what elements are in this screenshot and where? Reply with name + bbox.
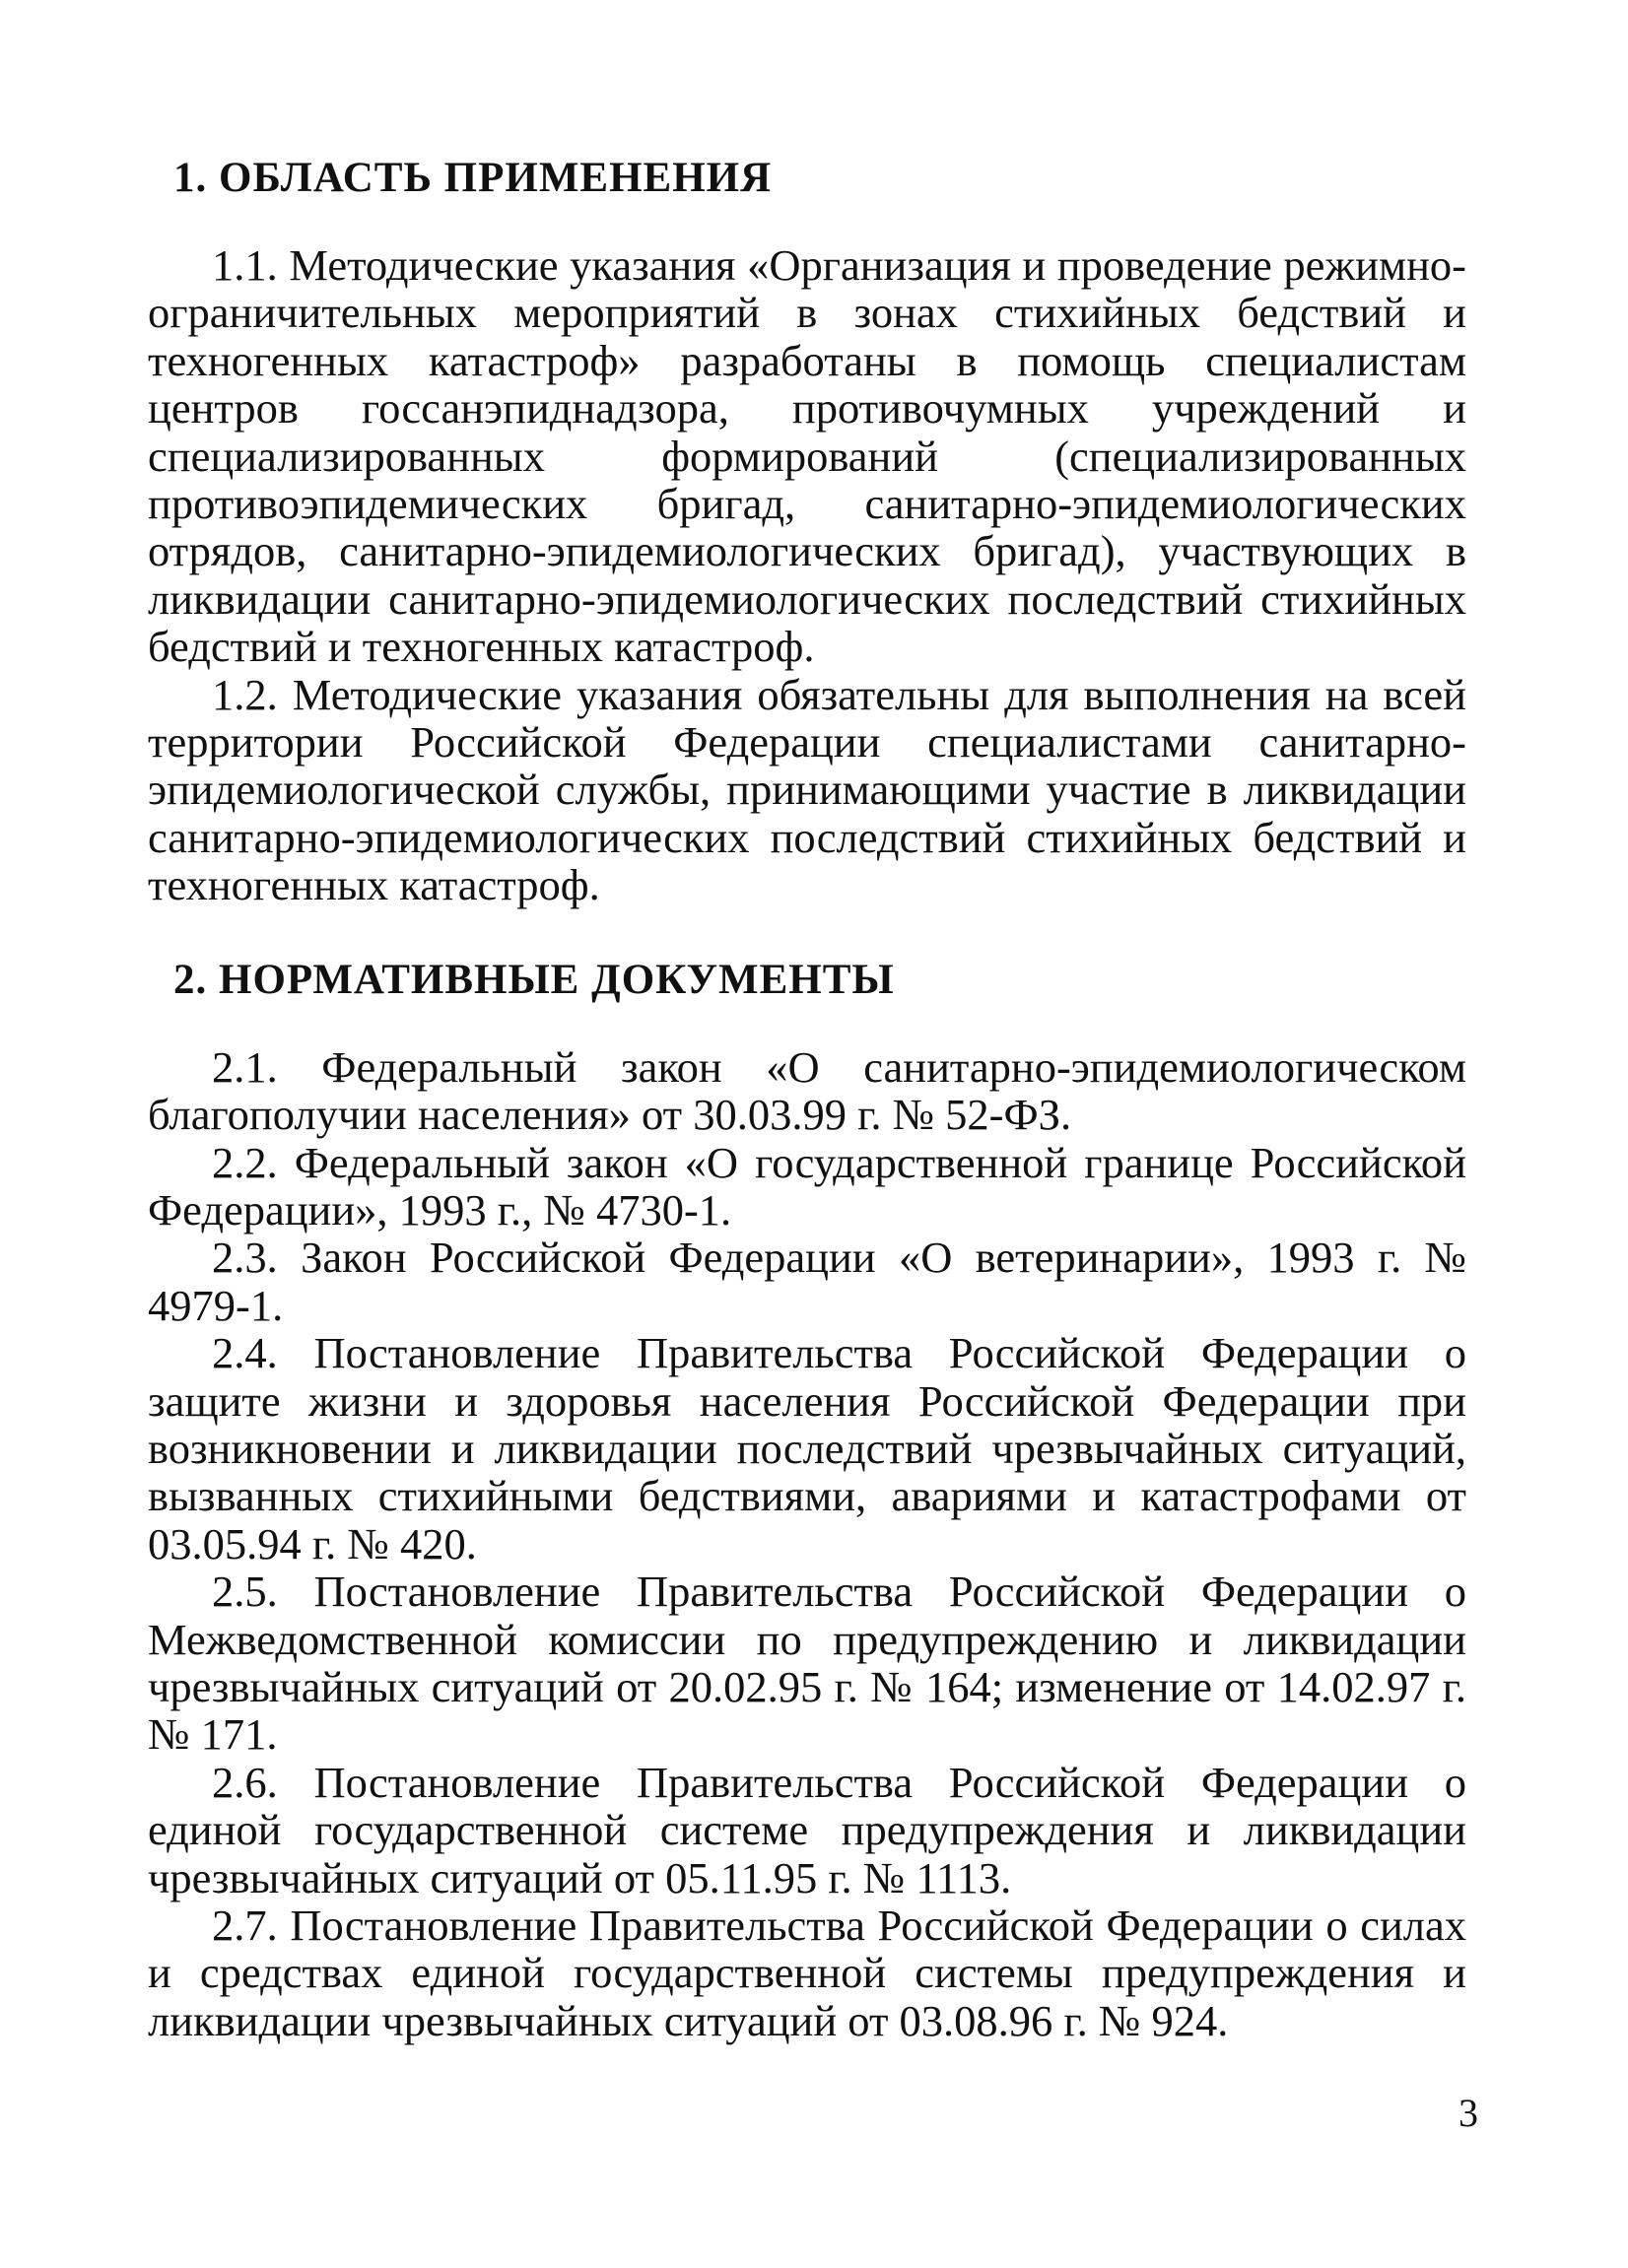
section-1-heading: 1. ОБЛАСТЬ ПРИМЕНЕНИЯ <box>173 155 773 201</box>
page-content <box>148 153 1466 2044</box>
paragraph-1-1: 1.1. Методические указания «Организация и проведение режимно-ограничительных мероприятий в зонах стихийных бедствий и техногенных катастроф» разработаны в помощь специалистам центров госсанэпиднадзора, противочумных учреждений и специализированных формирований (специализированных противоэпидемических бригад, санитарно-эпидемиологических отрядов, санитарно-эпидемиологических бригад), участвующих в ликвидации санитарно-эпидемиологических последствий стихийных бедствий и техногенных катастроф. <box>148 240 1466 672</box>
paragraph-2-5: 2.5. Постановление Правительства Российской Федерации о Межведомственной комиссии по предупреждению и ликвидации чрезвычайных ситуаций от 20.02.95 г. № 164; изменение от 14.02.97 г. № 171. <box>148 1567 1466 1760</box>
paragraph-2-2: 2.2. Федеральный закон «О государственной границе Российской Федерации», 1993 г., № 4730-1. <box>148 1137 1466 1234</box>
paragraph-2-3: 2.3. Закон Российской Федерации «О ветеринарии», 1993 г. № 4979-1. <box>148 1233 1466 1330</box>
paragraph-1-2: 1.2. Методические указания обязательны для выполнения на всей территории Российской Федерации специалистами санитарно-эпидемиологической службы, принимающими участие в ликвидации санитарно-эпидемиологических последствий стихийных бедствий и техногенных катастроф. <box>148 669 1466 910</box>
paragraph-2-7: 2.7. Постановление Правительства Российской Федерации о силах и средствах единой государственной системы предупреждения и ликвидации чрезвычайных ситуаций от 03.08.96 г. № 924. <box>148 1901 1466 2045</box>
paragraph-2-6: 2.6. Постановление Правительства Российской Федерации о единой государственной системе предупреждения и ликвидации чрезвычайных ситуаций от 05.11.95 г. № 1113. <box>148 1757 1466 1902</box>
paragraph-2-4: 2.4. Постановление Правительства Российской Федерации о защите жизни и здоровья населения Российской Федерации при возникновении и ликвидации последствий чрезвычайных ситуаций, вызванных стихийными бедствиями, авариями и катастрофами от 03.05.94 г. № 420. <box>148 1328 1466 1568</box>
paragraph-2-1: 2.1. Федеральный закон «О санитарно-эпидемиологическом благополучии населения» от 30.03.99 г. № 52-ФЗ. <box>148 1041 1466 1140</box>
page-number: 3 <box>1458 2091 1478 2135</box>
section-2-heading: 2. НОРМАТИВНЫЕ ДОКУМЕНТЫ <box>173 956 895 1003</box>
